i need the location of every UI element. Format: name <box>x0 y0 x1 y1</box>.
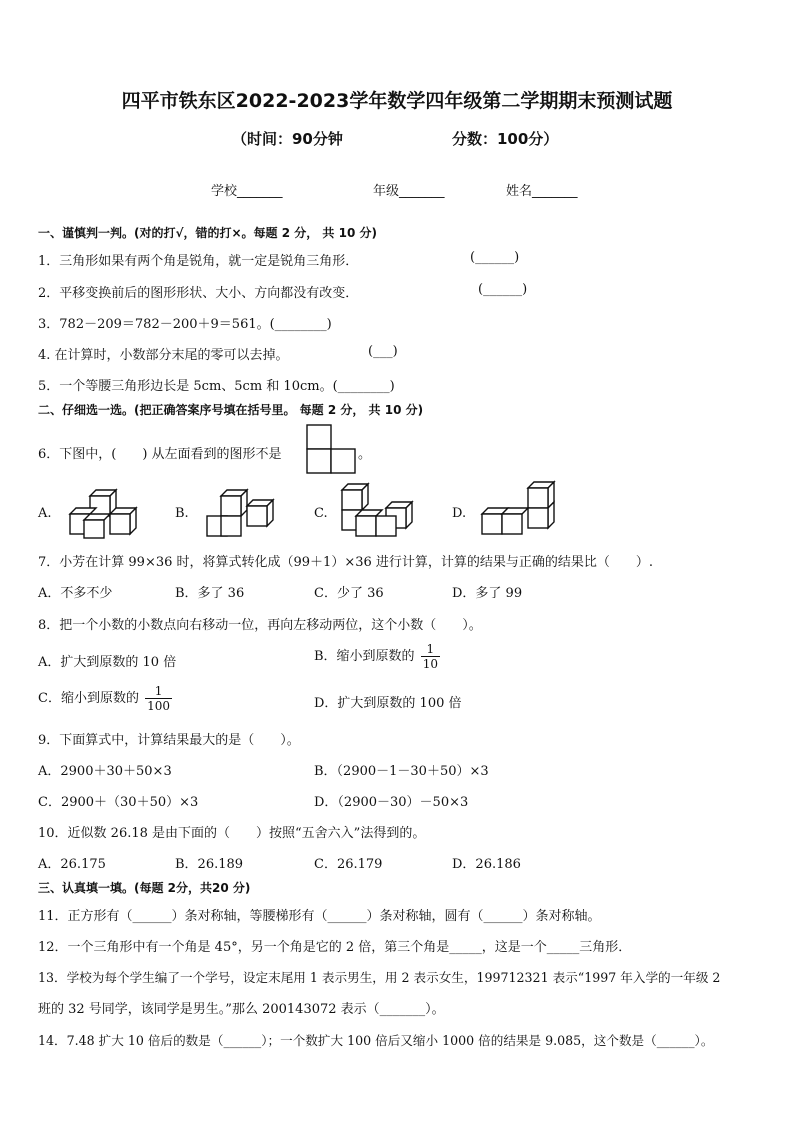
question-1: 1．三角形如果有两个角是锐角，就一定是锐角三角形． <box>38 254 359 269</box>
exam-score: 分数：100分） <box>452 130 559 148</box>
fraction-one-tenth <box>421 642 440 671</box>
option-6a-cube-figure <box>66 484 142 540</box>
option-8a: A．扩大到原数的 10 倍 <box>38 655 177 670</box>
section-1-heading: 一、谨慎判一判。(对的打√，错的打×。每题 2 分， 共 10 分) <box>38 226 377 240</box>
question-8-stem: 8．把一个小数的小数点向右移动一位，再向左移动两位，这个小数（ ）。 <box>38 618 482 633</box>
option-9a: A．2900＋30＋50×3 <box>38 764 172 779</box>
option-7d: D．多了 99 <box>452 586 523 601</box>
option-6c-cube-figure <box>338 482 418 540</box>
question-12: 12．一个三角形中有一个角是 45°，另一个角是它的 2 倍，第三个角是_____，这是一个_____三角形． <box>38 940 632 955</box>
fraction-numerator: 1 <box>145 684 172 699</box>
left-view-figure <box>306 424 358 476</box>
question-5: 5．一个等腰三角形边长是 5cm、5cm 和 10cm。(________) <box>38 379 395 394</box>
grade-field: 年级_______ <box>373 184 445 199</box>
option-8d: D．扩大到原数的 100 倍 <box>314 696 462 711</box>
question-14: 14．7.48 扩大 10 倍后的数是（______）；一个数扩大 100 倍后又缩小 1000 倍的结果是 9.085，这个数是（______）。 <box>38 1033 714 1048</box>
option-7c: C．少了 36 <box>314 586 384 601</box>
option-6c-label: C. <box>314 506 328 521</box>
option-6b-cube-figure <box>205 488 281 540</box>
option-8b-text: B．缩小到原数的 <box>314 649 415 664</box>
option-6d-cube-figure <box>480 480 560 540</box>
school-field: 学校_______ <box>211 184 283 199</box>
section-2-heading: 二、仔细选一选。(把正确答案序号填在括号里。 每题 2 分， 共 10 分) <box>38 403 424 417</box>
fraction-denominator: 10 <box>422 657 438 671</box>
option-9d: D．（2900－30）－50×3 <box>314 795 469 810</box>
name-field: 姓名_______ <box>506 184 578 199</box>
option-9b: B．（2900－1－30＋50）×3 <box>314 764 489 779</box>
option-8b <box>314 642 440 671</box>
question-13-line-1: 13．学校为每个学生编了一个学号，设定末尾用 1 表示男生，用 2 表示女生，199712321 表示“1997 年入学的一年级 2 <box>38 970 721 985</box>
option-7a: A．不多不少 <box>38 586 113 601</box>
question-6-stem: 6．下图中，( ) 从左面看到的图形不是 <box>38 447 282 462</box>
question-13-line-2: 班的 32 号同学，该同学是男生。”那么 200143072 表示（_______）。 <box>38 1002 445 1017</box>
fraction-denominator: 100 <box>147 699 170 713</box>
option-10d: D．26.186 <box>452 857 521 872</box>
option-10b: B．26.189 <box>175 857 244 872</box>
option-9c: C．2900＋（30＋50）×3 <box>38 795 199 810</box>
question-4: 4. 在计算时，小数部分末尾的零可以去掉。 <box>38 348 289 363</box>
question-7-stem: 7．小芳在计算 99×36 时，将算式转化成（99＋1）×36 进行计算，计算的结果与正确的结果比（ ）. <box>38 555 654 570</box>
option-6d-label: D. <box>452 506 467 521</box>
option-7b: B．多了 36 <box>175 586 245 601</box>
question-9-stem: 9．下面算式中，计算结果最大的是（ ）。 <box>38 733 300 748</box>
section-3-heading: 三、认真填一填。(每题 2分，共20 分) <box>38 881 251 895</box>
question-3: 3．782－209＝782－200＋9＝561。(________) <box>38 317 332 332</box>
question-1-blank: (______) <box>470 250 520 265</box>
question-11: 11．正方形有（______）条对称轴，等腰梯形有（______）条对称轴，圆有（______）条对称轴。 <box>38 909 601 924</box>
option-6b-label: B. <box>175 506 189 521</box>
option-6a-label: A. <box>38 506 52 521</box>
fraction-one-hundredth <box>145 684 172 713</box>
question-2-blank: (______) <box>478 282 528 297</box>
exam-time: （时间：90分钟 <box>232 130 343 148</box>
question-4-blank: (___) <box>368 344 398 359</box>
fraction-numerator: 1 <box>421 642 440 657</box>
page-title: 四平市铁东区2022-2023学年数学四年级第二学期期末预测试题 <box>121 90 673 112</box>
option-10c: C．26.179 <box>314 857 383 872</box>
question-10-stem: 10．近似数 26.18 是由下面的（ ）按照“五舍六入”法得到的。 <box>38 826 426 841</box>
option-10a: A．26.175 <box>38 857 106 872</box>
option-8c <box>38 684 172 713</box>
option-8c-text: C．缩小到原数的 <box>38 691 139 706</box>
question-6-end: 。 <box>358 447 372 462</box>
question-2: 2．平移变换前后的图形形状、大小、方向都没有改变． <box>38 286 359 301</box>
